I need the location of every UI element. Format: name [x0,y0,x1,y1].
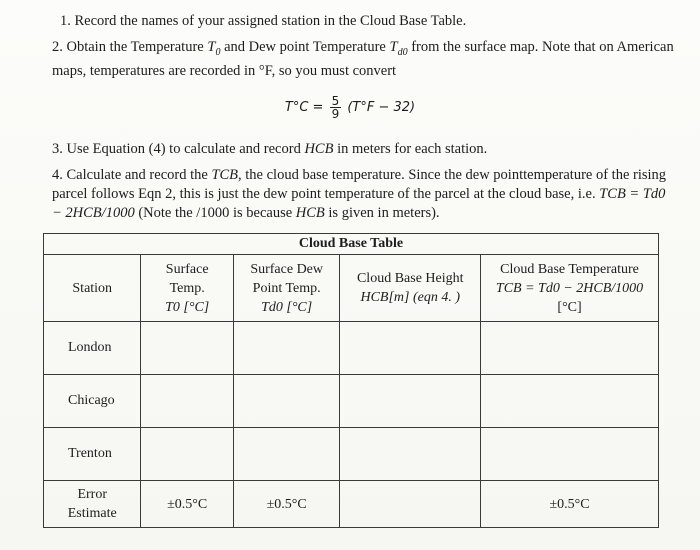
header-station: Station [44,255,141,322]
dew-point-cell[interactable] [233,375,340,428]
station-cell: London [44,322,141,375]
error-estimate-label: Error Estimate [44,481,141,528]
var-td: T [389,39,398,55]
var-t0-sub: 0 [215,46,221,58]
header-cloud-base-temp: Cloud Base Temperature TCB = Td0 − 2HCB/1000 [°C] [481,255,659,322]
cloud-base-temp-cell[interactable] [481,428,659,481]
station-cell: Trenton [44,428,141,481]
station-cell: Chicago [44,375,141,428]
instruction-2-text-b: and Dew point Temperature [220,39,390,55]
instruction-2-text-a: 2. Obtain the Temperature [52,39,208,55]
cloud-base-height-cell[interactable] [340,428,481,481]
surface-temp-cell[interactable] [141,428,233,481]
formula-denominator: 9 [331,107,340,121]
header-surface-temp: Surface Temp. T0 [°C] [141,255,233,322]
cloud-base-temp-cell[interactable] [481,322,659,375]
error-surface-temp: ±0.5°C [141,481,233,528]
table-row [44,428,659,481]
cloud-base-height-cell[interactable] [340,322,481,375]
instruction-4-text-a: 4. Calculate and record the [52,167,212,183]
instruction-2-text-c: from the surface map. Note that on American maps, temperatures are recorded in °F, so you must convert [52,39,674,79]
table-title: Cloud Base Table [44,234,659,255]
header-dew-point: Surface Dew Point Temp. Td0 [°C] [233,255,340,322]
table-title-row [44,234,659,255]
instruction-2 [52,38,678,81]
instruction-1-text: 1. Record the names of your assigned station in the Cloud Base Table. [60,13,467,29]
instruction-4 [52,166,678,223]
var-td-sub: d0 [397,46,408,58]
cloud-base-table [43,233,659,528]
table-header-row [44,255,659,322]
instruction-1 [60,12,680,31]
var-hcb: HCB [304,141,334,157]
instruction-3 [52,140,678,159]
var-hcb-2: HCB [295,205,325,221]
instruction-4-text-b: , the cloud base temperature. Since the dew pointtemperature of the rising parcel follows Eqn 2, this is just the dew point temperature of the parcel at the cloud base, i.e. [52,167,667,202]
cloud-base-temp-cell[interactable] [481,375,659,428]
formula-rhs: (T°F − 32) [347,100,416,115]
error-cloud-base-temp: ±0.5°C [481,481,659,528]
error-dew-point: ±0.5°C [233,481,340,528]
table-row [44,375,659,428]
header-cloud-base-height: Cloud Base Height HCB[m] (eqn 4. ) [340,255,481,322]
var-tcb: TCB [211,167,239,183]
surface-temp-cell[interactable] [141,322,233,375]
instruction-4-text-c: (Note the /1000 is because [134,205,296,221]
conversion-formula [0,95,700,120]
formula-numerator: 5 [331,94,340,108]
error-cloud-base-height[interactable] [340,481,481,528]
error-estimate-row [44,481,659,528]
table-row [44,322,659,375]
tcb-equation: TCB = Td0 − 2HCB/1000 [52,186,666,221]
var-t0: T [207,39,216,55]
surface-temp-cell[interactable] [141,375,233,428]
cloud-base-height-cell[interactable] [340,375,481,428]
dew-point-cell[interactable] [233,322,340,375]
formula-lhs: T°C = [284,100,324,115]
dew-point-cell[interactable] [233,428,340,481]
formula-fraction [330,95,342,120]
instruction-3-text-b: in meters for each station. [333,141,488,157]
instruction-4-text-d: is given in meters). [324,205,440,221]
instruction-3-text-a: 3. Use Equation (4) to calculate and record [52,141,305,157]
